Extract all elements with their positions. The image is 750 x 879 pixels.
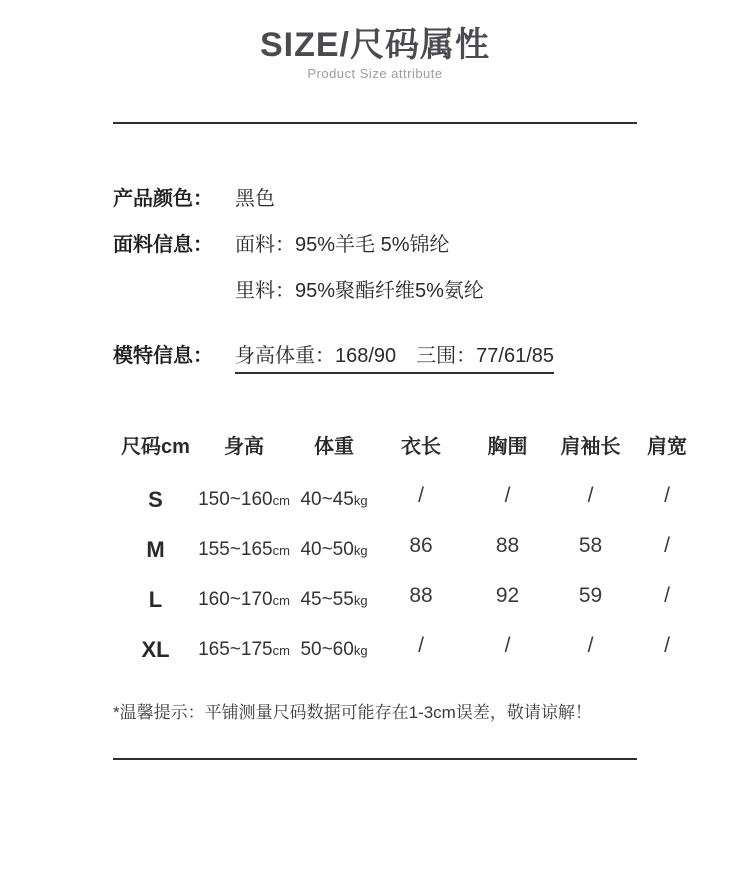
lining-value: 里料：95%聚酯纤维5%氨纶 <box>235 280 484 302</box>
table-row-s <box>113 475 704 525</box>
fabric-info-label: 面料信息： <box>113 234 213 256</box>
fabric-info-row <box>113 234 750 256</box>
shoulder-sleeve-cell: / <box>587 634 594 657</box>
height-unit: cm <box>272 493 290 508</box>
shoulder-sleeve-cell: / <box>587 484 594 507</box>
col-header-bust: 胸围 <box>487 435 528 458</box>
table-row-l <box>113 575 704 625</box>
shoulder-width-cell: / <box>664 584 670 607</box>
height-cell: 155~165cm <box>198 539 290 560</box>
weight-cell: 40~50kg <box>300 539 368 560</box>
weight-unit: kg <box>353 493 368 508</box>
top-divider <box>113 122 637 124</box>
col-header-shoulder-width: 肩宽 <box>647 435 687 458</box>
model-info-value: 身高体重：168/90 三围：77/61/85 <box>235 345 554 374</box>
bust-cell: 92 <box>495 584 520 607</box>
size-table-header-row <box>113 429 704 459</box>
bust-cell: / <box>504 634 511 657</box>
bottom-divider <box>113 758 637 760</box>
measurement-disclaimer: *温馨提示：平铺测量尺码数据可能存在1-3cm误差，敬请谅解！ <box>113 703 592 722</box>
col-header-shoulder-sleeve: 肩袖长 <box>560 435 621 458</box>
shoulder-width-cell: / <box>664 634 670 657</box>
model-info-label: 模特信息： <box>113 345 213 367</box>
weight-cell: 50~60kg <box>300 639 368 660</box>
height-cell: 165~175cm <box>198 639 290 660</box>
weight-unit: kg <box>353 543 368 558</box>
shoulder-width-cell: / <box>664 484 670 507</box>
product-color-value: 黑色 <box>235 188 275 210</box>
size-cell: L <box>148 587 163 612</box>
weight-cell: 40~45kg <box>300 489 368 510</box>
height-cell: 160~170cm <box>198 589 290 610</box>
size-table-body <box>113 475 704 675</box>
size-cell: S <box>148 487 163 512</box>
height-unit: cm <box>272 593 290 608</box>
weight-cell: 45~55kg <box>300 589 368 610</box>
model-info-row <box>113 345 750 374</box>
col-header-weight: 体重 <box>314 435 354 458</box>
shoulder-width-cell: / <box>664 534 670 557</box>
page-subtitle: Product Size attribute <box>307 66 443 81</box>
bust-cell: / <box>504 484 511 507</box>
height-unit: cm <box>272 643 290 658</box>
length-cell: 86 <box>409 534 433 557</box>
size-cell: XL <box>141 637 170 662</box>
page-title: SIZE/尺码属性 <box>259 26 491 64</box>
shoulder-sleeve-cell: 58 <box>578 534 603 557</box>
length-cell: / <box>418 634 424 657</box>
height-cell: 150~160cm <box>198 489 290 510</box>
table-row-xl <box>113 625 704 675</box>
bust-cell: 88 <box>495 534 520 557</box>
col-header-length: 衣长 <box>401 435 441 458</box>
size-table <box>113 429 704 675</box>
fabric-value: 面料：95%羊毛 5%锦纶 <box>235 234 450 256</box>
product-color-label: 产品颜色： <box>113 188 213 210</box>
col-header-size: 尺码cm <box>121 435 190 458</box>
shoulder-sleeve-cell: 59 <box>578 584 603 607</box>
weight-unit: kg <box>353 593 368 608</box>
length-cell: 88 <box>409 584 433 607</box>
length-cell: / <box>418 484 424 507</box>
table-row-m <box>113 525 704 575</box>
product-color-row <box>113 188 750 210</box>
size-cell: M <box>146 537 165 562</box>
height-unit: cm <box>272 543 290 558</box>
col-header-height: 身高 <box>224 435 264 458</box>
lining-info-row <box>113 280 750 302</box>
weight-unit: kg <box>353 643 368 658</box>
product-info-section <box>113 188 750 374</box>
